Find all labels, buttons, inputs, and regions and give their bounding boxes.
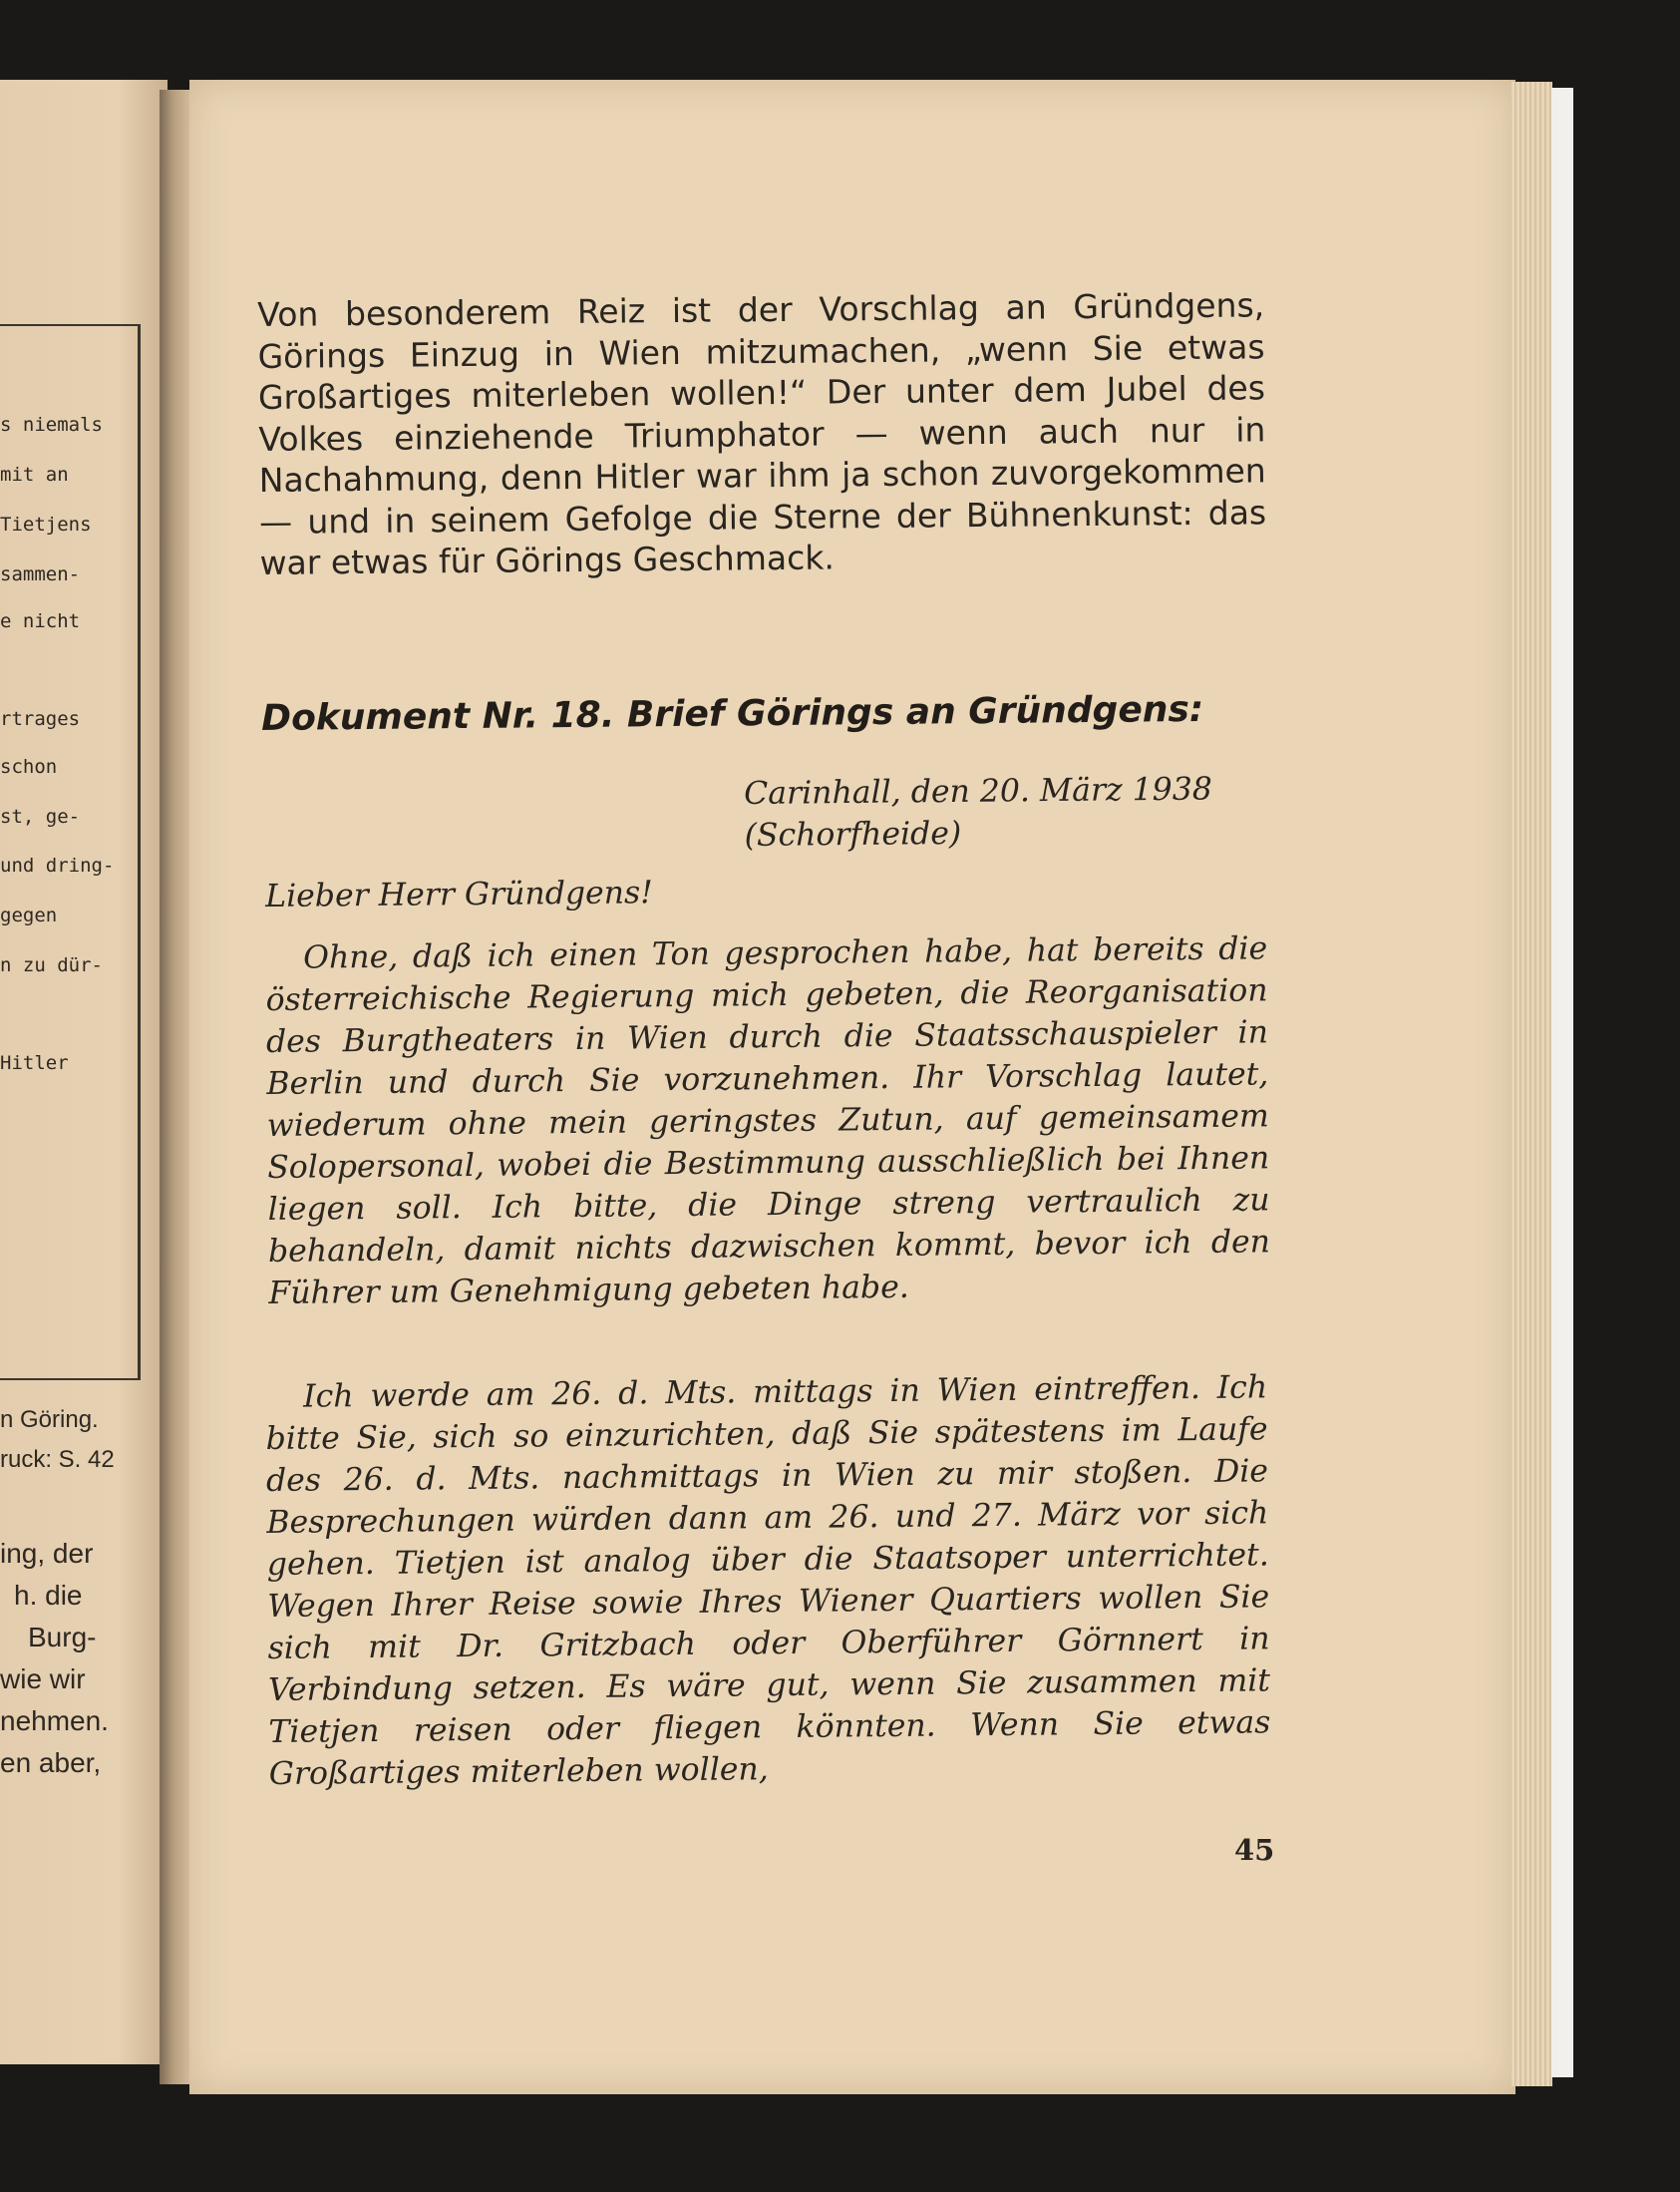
- left-fragment: schon: [0, 756, 58, 778]
- left-fragment: mit an: [0, 464, 69, 486]
- white-edge: [1551, 88, 1573, 2077]
- page-edges: [1511, 82, 1552, 2086]
- left-fragment: en aber,: [0, 1747, 102, 1778]
- left-fragment: und dring-: [0, 855, 115, 877]
- left-fragment: st, ge-: [0, 806, 81, 828]
- letter-salutation: Lieber Herr Gründgens!: [265, 875, 653, 914]
- left-fragment: sammen-: [0, 563, 81, 585]
- left-fragment: nehmen.: [0, 1705, 109, 1736]
- letter-place-note: (Schorfheide): [744, 815, 962, 854]
- book-gutter: [160, 90, 193, 2084]
- left-fragment: ruck: S. 42: [0, 1446, 115, 1473]
- letter-date-line: Carinhall, den 20. März 1938: [744, 771, 1212, 812]
- left-fragment: Tietjens: [0, 514, 92, 536]
- left-fragment: Burg-: [28, 1622, 97, 1652]
- letter-paragraph-2-block: [265, 1366, 1271, 1795]
- letter-paragraph-1-block: [265, 927, 1271, 1314]
- left-fragment: e nicht: [0, 610, 81, 632]
- left-fragment: Hitler: [0, 1052, 69, 1074]
- left-fragment: wie wir: [0, 1663, 86, 1694]
- document-heading: Dokument Nr. 18. Brief Görings an Gründgens:: [261, 688, 1204, 739]
- left-fragment: h. die: [14, 1580, 83, 1611]
- letter-paragraph-2: Ich werde am 26. d. Mts. mittags in Wien eintreffen. Ich bitte Sie, sich so einzurichten, daß Sie spätestens im Laufe des 26. d. Mts. nachmittags in Wien zu mir stoßen. Die Besprechungen würden dann am 26. und 27. März vor sich gehen. Tietjen ist analog über die Staatsoper unterrichtet. Wegen Ihrer Reise sowie Ihres Wiener Quartiers wollen Sie sich mit Dr. Gritzbach oder Oberführer Görnnert in Verbindung setzen. Es wäre gut, wenn Sie zusammen mit Tietjen reisen oder fliegen könnten. Wenn Sie etwas Großartiges miterleben wollen,: [265, 1369, 1271, 1792]
- intro-paragraph: Von besonderem Reiz ist der Vorschlag an Gründgens, Görings Einzug in Wien mitzumachen, „wenn Sie etwas Großartiges miterleben wollen!“ Der unter dem Jubel des Volkes einziehende Triumphator — wenn auch nur in Nachahmung, denn Hitler war ihm ja schon zuvorgekommen — und in seinem Gefolge die Sterne der Bühnenkunst: das war etwas für Görings Geschmack.: [257, 285, 1267, 582]
- left-fragment: gegen: [0, 905, 58, 926]
- intro-paragraph-block: [257, 284, 1267, 583]
- left-fragment: ing, der: [0, 1538, 94, 1569]
- letter-place-date: [744, 768, 1263, 857]
- left-fragment: s niemals: [0, 414, 103, 436]
- page-number: 45: [1234, 1833, 1275, 1867]
- left-fragment: n zu dür-: [0, 954, 103, 976]
- left-fragment: rtrages: [0, 708, 81, 730]
- left-fragment: n Göring.: [0, 1406, 99, 1433]
- left-page: [0, 80, 168, 2064]
- letter-paragraph-1: Ohne, daß ich einen Ton gesprochen habe, hat bereits die österreichische Regierung mich gebeten, die Reorganisation des Burgtheaters in Wien durch die Staatsschauspieler in Berlin und durch Sie vorzunehmen. Ihr Vorschlag lautet, wiederum ohne mein geringstes Zutun, auf gemeinsamem Solopersonal, wobei die Bestimmung ausschließlich bei Ihnen liegen soll. Ich bitte, die Dinge streng vertraulich zu behandeln, damit nichts dazwischen kommt, bevor ich den Führer um Genehmigung gebeten habe.: [265, 930, 1271, 1311]
